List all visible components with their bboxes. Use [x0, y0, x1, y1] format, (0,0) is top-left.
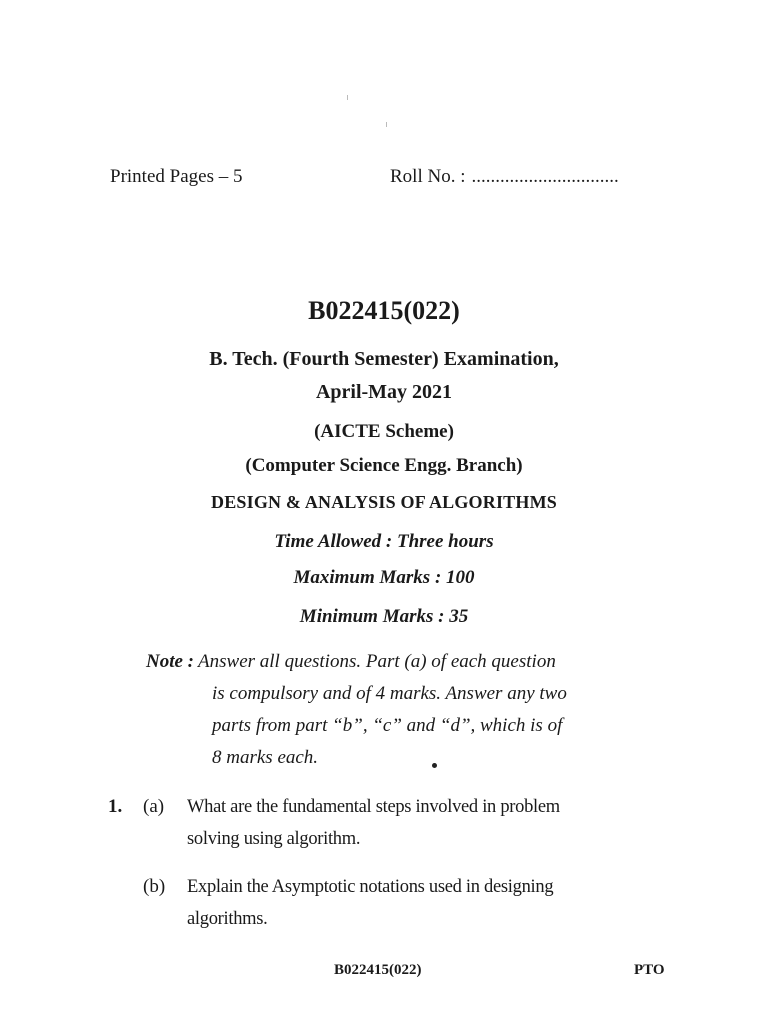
question-line: algorithms. — [187, 909, 268, 929]
printed-pages: Printed Pages – 5 — [110, 166, 243, 187]
note-line: 8 marks each. — [212, 747, 319, 768]
paper-code: B022415(022) — [308, 296, 460, 325]
minimum-marks: Minimum Marks : 35 — [299, 606, 469, 627]
time-allowed: Time Allowed : Three hours — [274, 531, 494, 552]
exam-branch: (Computer Science Engg. Branch) — [245, 455, 523, 476]
roll-number-label: Roll No. : — [390, 166, 466, 187]
exam-date: April-May 2021 — [315, 381, 453, 403]
exam-subject: DESIGN & ANALYSIS OF ALGORITHMS — [211, 492, 557, 512]
part-a-label: (a) — [143, 796, 165, 817]
note-line: parts from part “b”, “c” and “d”, which is of — [212, 715, 563, 736]
part-a-question — [187, 791, 657, 855]
note-line: is compulsory and of 4 marks. Answer any two — [212, 683, 567, 704]
part-b-question — [187, 871, 657, 935]
question-number: 1. — [108, 796, 123, 817]
roll-number-blank: ............................... — [471, 166, 619, 187]
roll-number — [390, 166, 619, 188]
footer-paper-code: B022415(022) — [334, 962, 422, 978]
ink-dot — [432, 763, 437, 768]
part-b-label: (b) — [143, 876, 166, 897]
question-line: solving using algorithm. — [187, 829, 361, 849]
scan-speck — [386, 122, 387, 127]
footer-pto: PTO — [634, 962, 665, 978]
question-line: What are the fundamental steps involved in problem — [187, 797, 560, 817]
note-line: Answer all questions. Part (a) of each question — [198, 651, 556, 672]
scan-speck — [347, 95, 348, 100]
exam-scheme: (AICTE Scheme) — [314, 421, 454, 442]
note-heading: Note : — [146, 651, 195, 672]
instructions-note — [146, 646, 676, 774]
question-line: Explain the Asymptotic notations used in designing — [187, 877, 554, 897]
exam-title: B. Tech. (Fourth Semester) Examination, — [209, 348, 559, 370]
maximum-marks: Maximum Marks : 100 — [293, 567, 475, 588]
